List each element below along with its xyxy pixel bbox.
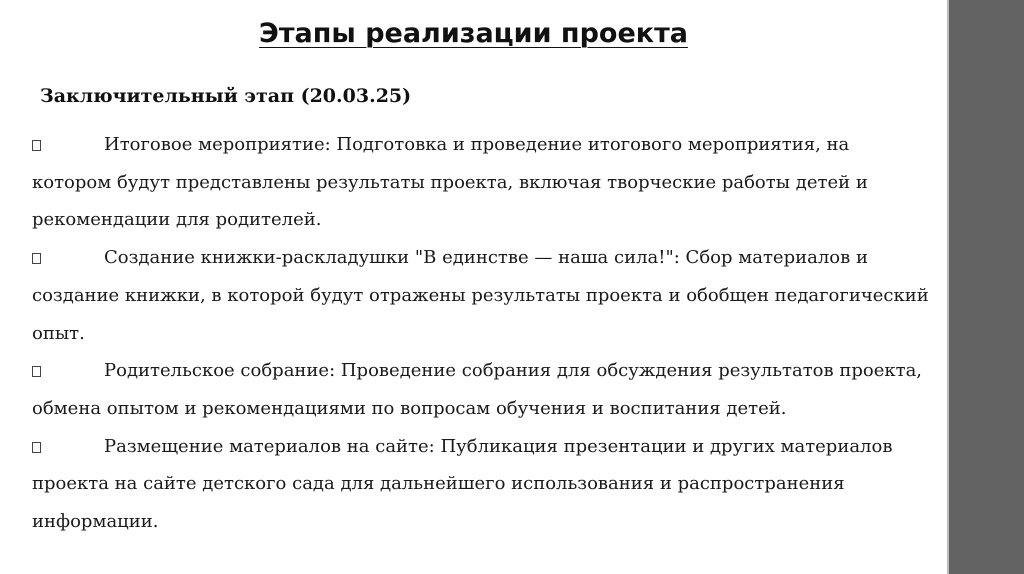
stage-heading: Заключительный этап (20.03.25) bbox=[40, 85, 412, 107]
checkbox-bullet-icon bbox=[32, 253, 41, 264]
list-item-text: Размещение материалов на сайте: Публикация презентации и других материалов проекта на сайте детского сада для дальнейшего использования и распространения информации. bbox=[32, 435, 893, 533]
slide-title bbox=[0, 18, 947, 49]
list-item bbox=[32, 239, 932, 352]
checkbox-bullet-icon bbox=[32, 366, 41, 377]
checkbox-bullet-icon bbox=[32, 442, 41, 453]
checkbox-bullet-icon bbox=[32, 140, 41, 151]
stage-items-list bbox=[32, 126, 932, 541]
list-item-text: Родительское собрание: Проведение собрания для обсуждения результатов проекта, обмена опытом и рекомендациями по вопросам обучения и воспитания детей. bbox=[32, 360, 923, 419]
list-item-text: Итоговое мероприятие: Подготовка и проведение итогового мероприятия, на котором будут представлены результаты проекта, включая творческие работы детей и рекомендации для родителей. bbox=[32, 134, 868, 231]
list-item bbox=[32, 126, 932, 239]
slide-title-text: Этапы реализации проекта bbox=[259, 18, 688, 49]
list-item-text: Создание книжки-раскладушки "В единстве — наша сила!": Сбор материалов и создание книжки, в которой будут отражены результаты проекта и обобщен педагогический опыт. bbox=[32, 247, 929, 344]
side-decoration-bar bbox=[947, 0, 1024, 574]
list-item bbox=[32, 428, 932, 541]
list-item bbox=[32, 352, 932, 427]
